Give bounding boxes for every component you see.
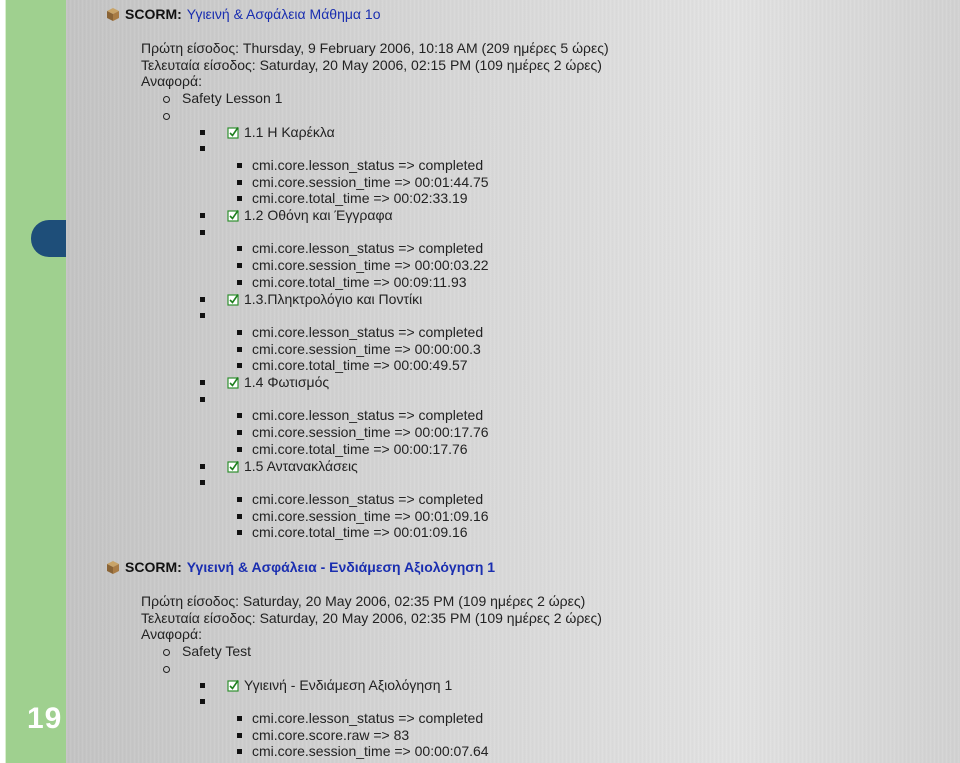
square-bullet bbox=[200, 313, 205, 318]
square-bullet bbox=[237, 180, 242, 185]
slide-number: 19 bbox=[27, 702, 63, 735]
circle-bullet bbox=[163, 649, 170, 656]
cmi-data-line: cmi.core.total_time => 00:02:33.19 bbox=[252, 190, 468, 207]
square-bullet bbox=[237, 246, 242, 251]
scorm-section-header bbox=[106, 559, 495, 575]
scorm-activity-link[interactable]: Υγιεινή & Ασφάλεια Μάθημα 1ο bbox=[186, 6, 381, 22]
cmi-data-line: cmi.core.lesson_status => completed bbox=[252, 323, 484, 340]
square-bullet bbox=[237, 413, 242, 418]
square-bullet bbox=[237, 447, 242, 452]
scorm-prefix-label: SCORM: bbox=[125, 559, 182, 575]
package-icon bbox=[106, 561, 120, 574]
last-access-value: Saturday, 20 May 2006, 02:35 PM (109 ημέρες 2 ώρες) bbox=[259, 609, 602, 626]
sco-completed-icon bbox=[227, 126, 240, 139]
sco-item-link[interactable]: 1.4 Φωτισμός bbox=[244, 374, 330, 390]
circle-bullet bbox=[163, 113, 170, 120]
sco-item[interactable] bbox=[227, 374, 329, 390]
cmi-data-line: cmi.core.lesson_status => completed bbox=[252, 240, 484, 257]
scorm-prefix-label: SCORM: bbox=[125, 6, 182, 22]
first-access-value: Saturday, 20 May 2006, 02:35 PM (109 ημέρες 2 ώρες) bbox=[242, 593, 586, 609]
cmi-data-line: cmi.core.lesson_status => completed bbox=[252, 407, 484, 424]
square-bullet bbox=[237, 263, 242, 268]
sco-item-link[interactable]: 1.5 Αντανακλάσεις bbox=[244, 457, 358, 474]
circle-bullet bbox=[163, 666, 170, 673]
square-bullet bbox=[200, 380, 205, 385]
first-access-line bbox=[141, 40, 609, 56]
circle-bullet bbox=[163, 96, 170, 103]
sco-completed-icon bbox=[227, 209, 240, 222]
sco-completed-icon bbox=[227, 376, 240, 389]
last-access-label: Τελευταία είσοδος: bbox=[141, 56, 256, 73]
cmi-data-line: cmi.core.total_time => 00:01:09.16 bbox=[252, 524, 468, 541]
square-bullet bbox=[237, 363, 242, 368]
square-bullet bbox=[237, 733, 242, 738]
sco-item[interactable] bbox=[227, 458, 358, 474]
square-bullet bbox=[237, 330, 242, 335]
cmi-data-line: cmi.core.session_time => 00:01:44.75 bbox=[252, 173, 489, 190]
square-bullet bbox=[237, 716, 242, 721]
square-bullet bbox=[237, 497, 242, 502]
square-bullet bbox=[200, 464, 205, 469]
first-access-label: Πρώτη είσοδος: bbox=[141, 593, 240, 609]
cmi-data-line: cmi.core.lesson_status => completed bbox=[252, 709, 484, 726]
cmi-data-line: cmi.core.total_time => 00:00:17.76 bbox=[252, 440, 468, 457]
square-bullet bbox=[237, 749, 242, 754]
sco-item-link[interactable]: 1.3.Πληκτρολόγιο και Ποντίκι bbox=[244, 290, 423, 307]
cmi-data-line: cmi.core.session_time => 00:01:09.16 bbox=[252, 507, 489, 524]
sco-item-link[interactable]: Υγιεινή - Ενδιάμεση Αξιολόγηση 1 bbox=[244, 676, 453, 693]
square-bullet bbox=[200, 699, 205, 704]
package-icon bbox=[106, 8, 120, 21]
first-access-value: Thursday, 9 February 2006, 10:18 AM (209 ημέρες 5 ώρες) bbox=[242, 40, 609, 56]
cmi-data-line: cmi.core.session_time => 00:00:17.76 bbox=[252, 424, 489, 441]
lesson-name: Safety Test bbox=[182, 643, 252, 660]
square-bullet bbox=[200, 397, 205, 402]
cmi-data-line: cmi.core.session_time => 00:00:07.64 bbox=[252, 743, 489, 760]
scorm-report-screenshot bbox=[66, 0, 960, 763]
square-bullet bbox=[237, 163, 242, 168]
square-bullet bbox=[200, 297, 205, 302]
first-access-line bbox=[141, 593, 585, 609]
first-access-label: Πρώτη είσοδος: bbox=[141, 40, 240, 56]
square-bullet bbox=[200, 130, 205, 135]
square-bullet bbox=[200, 213, 205, 218]
square-bullet bbox=[237, 196, 242, 201]
cmi-data-line: cmi.core.session_time => 00:00:03.22 bbox=[252, 257, 489, 274]
cmi-data-line: cmi.core.session_time => 00:00:00.3 bbox=[252, 340, 481, 357]
cmi-data-line: cmi.core.score.raw => 83 bbox=[252, 726, 410, 743]
scorm-activity-link[interactable]: Υγιεινή & Ασφάλεια - Ενδιάμεση Αξιολόγηση 1 bbox=[186, 559, 496, 575]
slide-side-bar bbox=[5, 0, 67, 763]
sco-item[interactable] bbox=[227, 291, 422, 307]
sco-item[interactable] bbox=[227, 124, 335, 140]
square-bullet bbox=[200, 683, 205, 688]
scorm-section-header bbox=[106, 6, 380, 22]
square-bullet bbox=[200, 230, 205, 235]
square-bullet bbox=[237, 347, 242, 352]
cmi-data-line: cmi.core.total_time => 00:00:49.57 bbox=[252, 357, 468, 374]
last-access-label: Τελευταία είσοδος: bbox=[141, 609, 256, 626]
cmi-data-line: cmi.core.lesson_status => completed bbox=[252, 156, 484, 173]
slide-tab-marker bbox=[31, 220, 67, 257]
sco-completed-icon bbox=[227, 293, 240, 306]
cmi-data-line: cmi.core.total_time => 00:09:11.93 bbox=[252, 273, 467, 290]
square-bullet bbox=[237, 280, 242, 285]
sco-item-link[interactable]: 1.1 Η Καρέκλα bbox=[244, 123, 335, 140]
square-bullet bbox=[200, 146, 205, 151]
square-bullet bbox=[237, 514, 242, 519]
sco-completed-icon bbox=[227, 460, 240, 473]
last-access-line bbox=[141, 57, 602, 73]
lesson-name: Safety Lesson 1 bbox=[182, 90, 283, 107]
sco-item-link[interactable]: 1.2 Οθόνη και Έγγραφα bbox=[244, 207, 393, 223]
sco-item[interactable] bbox=[227, 207, 393, 223]
sco-completed-icon bbox=[227, 679, 240, 692]
square-bullet bbox=[200, 480, 205, 485]
square-bullet bbox=[237, 430, 242, 435]
sco-item[interactable] bbox=[227, 677, 452, 693]
cmi-data-line: cmi.core.lesson_status => completed bbox=[252, 490, 484, 507]
report-label: Αναφορά: bbox=[141, 626, 202, 643]
report-label: Αναφορά: bbox=[141, 73, 202, 90]
square-bullet bbox=[237, 530, 242, 535]
last-access-value: Saturday, 20 May 2006, 02:15 PM (109 ημέρες 2 ώρες) bbox=[259, 56, 602, 73]
last-access-line bbox=[141, 610, 602, 626]
